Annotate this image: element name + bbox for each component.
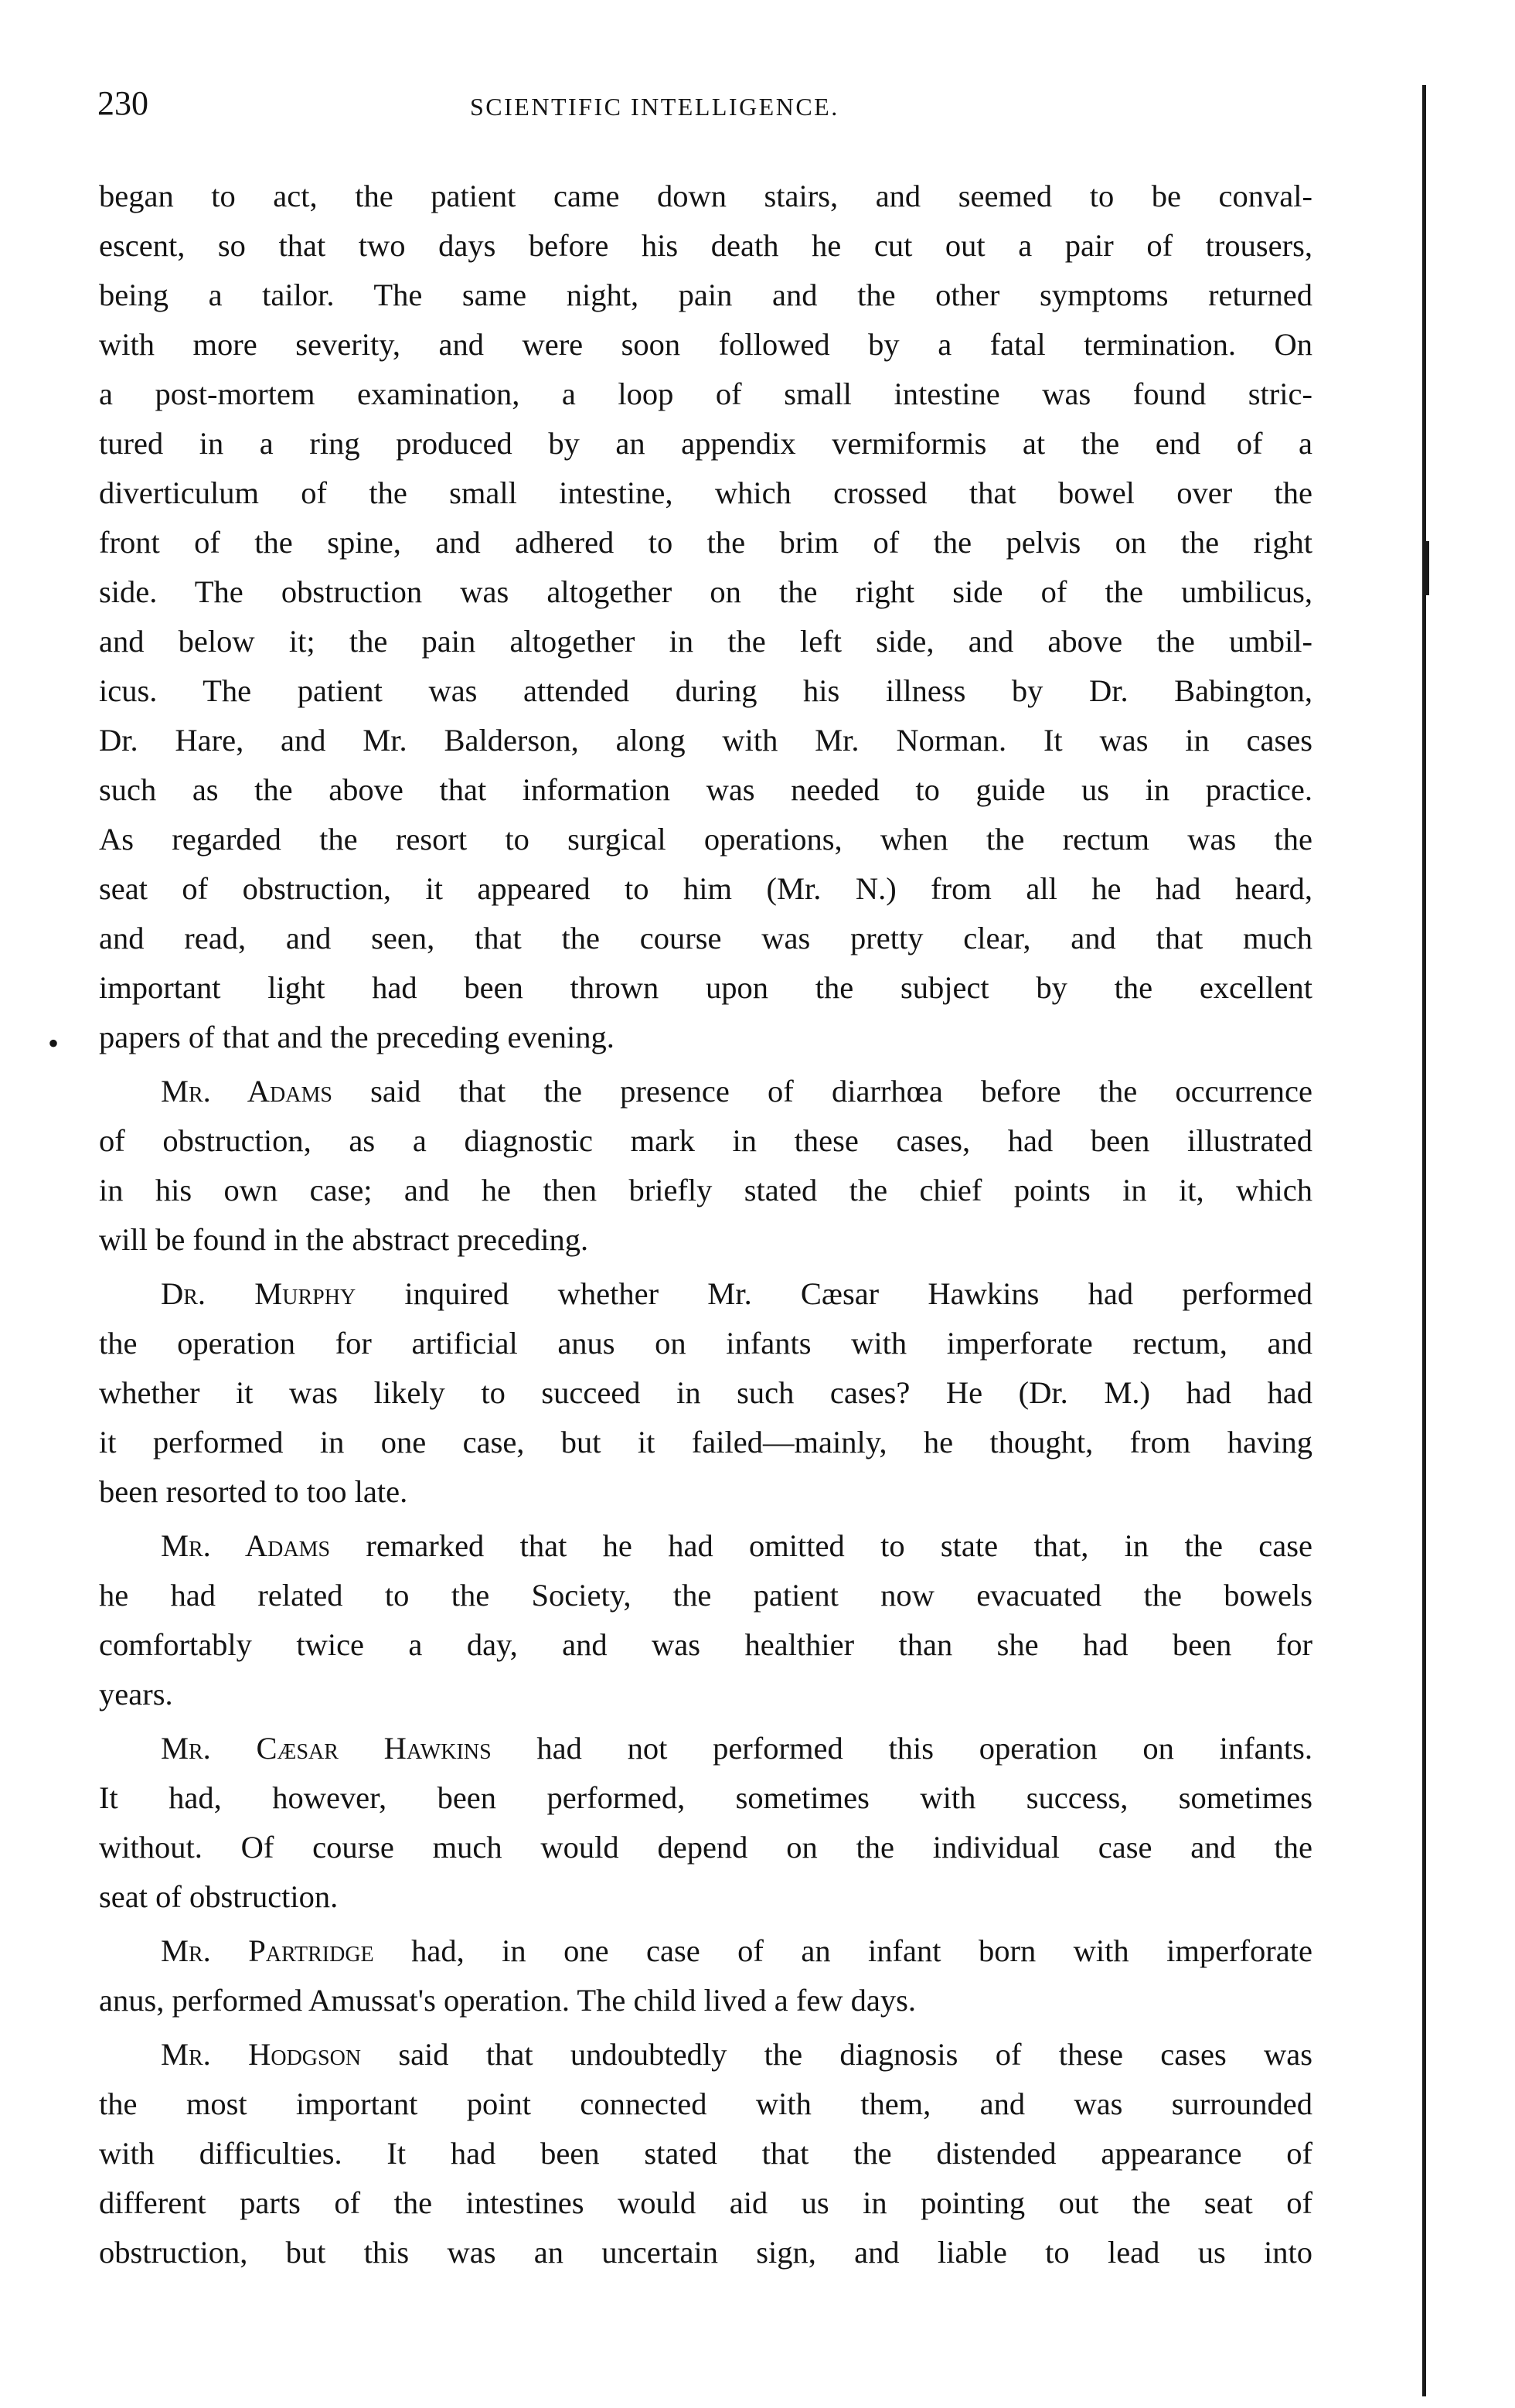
text-line: [99, 2030, 1312, 2079]
text-run: had not performed this operation on infants.: [491, 1731, 1312, 1766]
text-run: had, in one case of an infant born with imperforate: [373, 1933, 1312, 1968]
text-line: the most important point connected with them, and was surrounded: [99, 2086, 1312, 2121]
paragraph-hawkins: [99, 1724, 1312, 1922]
text-line: it performed in one case, but it failed—mainly, he thought, from having: [99, 1425, 1312, 1459]
text-line: the operation for artificial anus on infants with imperforate rectum, and: [99, 1326, 1312, 1361]
text-line: been resorted to too late.: [99, 1474, 408, 1509]
text-line: seat of obstruction, it appeared to him (Mr. N.) from all he had heard,: [99, 871, 1312, 906]
text-line: papers of that and the preceding evening.: [99, 1020, 615, 1054]
speaker-name: Mr. Cæsar Hawkins: [161, 1731, 492, 1766]
text-line: seat of obstruction.: [99, 1879, 339, 1914]
page-number: 230: [97, 84, 148, 122]
speaker-name: Mr. Adams: [161, 1074, 332, 1109]
page-edge-notch: [1422, 541, 1429, 595]
text-line: anus, performed Amussat's operation. The child lived a few days.: [99, 1983, 917, 2018]
paragraph-hodgson: [99, 2030, 1312, 2277]
text-line: [99, 1067, 1312, 1116]
text-line: of obstruction, as a diagnostic mark in these cases, had been illustrated: [99, 1123, 1312, 1158]
text-line: It had, however, been performed, sometimes with success, sometimes: [99, 1780, 1312, 1815]
text-line: diverticulum of the small intestine, which crossed that bowel over the: [99, 475, 1312, 510]
text-run: remarked that he had omitted to state that, in the case: [330, 1528, 1312, 1563]
text-line: [99, 1269, 1312, 1319]
text-run: said that undoubtedly the diagnosis of these cases was: [361, 2037, 1312, 2072]
paragraph-adams-remark: [99, 1521, 1312, 1719]
text-line: [99, 1724, 1312, 1773]
text-line: different parts of the intestines would aid us in pointing out the seat of: [99, 2185, 1312, 2220]
speaker-name: Mr. Hodgson: [161, 2037, 362, 2072]
text-line: and read, and seen, that the course was pretty clear, and that much: [99, 921, 1312, 955]
text-run: said that the presence of diarrhœa before the occurrence: [332, 1074, 1312, 1109]
speaker-name: Mr. Partridge: [161, 1933, 374, 1968]
text-line: without. Of course much would depend on the individual case and the: [99, 1830, 1312, 1865]
text-line: side. The obstruction was altogether on the right side of the umbilicus,: [99, 574, 1312, 609]
running-head: SCIENTIFIC INTELLIGENCE.: [470, 93, 839, 121]
text-line: Dr. Hare, and Mr. Balderson, along with Mr. Norman. It was in cases: [99, 723, 1312, 758]
text-line: [99, 1926, 1312, 1976]
text-line: such as the above that information was needed to guide us in practice.: [99, 772, 1312, 807]
text-line: with difficulties. It had been stated that the distended appearance of: [99, 2136, 1312, 2171]
paragraph-murphy: [99, 1269, 1312, 1517]
text-line: important light had been thrown upon the subject by the excellent: [99, 970, 1312, 1005]
text-line: escent, so that two days before his death he cut out a pair of trousers,: [99, 228, 1312, 263]
text-line: tured in a ring produced by an appendix vermiformis at the end of a: [99, 426, 1312, 461]
text-line: whether it was likely to succeed in such cases? He (Dr. M.) had had: [99, 1375, 1312, 1410]
text-line: a post-mortem examination, a loop of small intestine was found stric-: [99, 376, 1312, 411]
text-line: [99, 1521, 1312, 1571]
paragraph-partridge: [99, 1926, 1312, 2025]
text-line: As regarded the resort to surgical operations, when the rectum was the: [99, 822, 1312, 857]
text-line: with more severity, and were soon followed by a fatal termination. On: [99, 327, 1312, 362]
text-line: comfortably twice a day, and was healthier than she had been for: [99, 1627, 1312, 1662]
text-line: and below it; the pain altogether in the left side, and above the umbil-: [99, 624, 1312, 659]
page-edge-rule: [1422, 85, 1426, 2396]
speaker-name: Mr. Adams: [161, 1528, 331, 1563]
text-line: front of the spine, and adhered to the brim of the pelvis on the right: [99, 525, 1312, 560]
body-text: [99, 172, 1312, 2282]
margin-mark: •: [48, 1026, 60, 1061]
text-line: icus. The patient was attended during his illness by Dr. Babington,: [99, 673, 1312, 708]
text-line: began to act, the patient came down stairs, and seemed to be conval-: [99, 179, 1312, 213]
text-line: being a tailor. The same night, pain and the other symptoms returned: [99, 278, 1312, 312]
text-line: in his own case; and he then briefly stated the chief points in it, which: [99, 1173, 1312, 1207]
text-line: obstruction, but this was an uncertain sign, and liable to lead us into: [99, 2235, 1312, 2270]
text-run: inquired whether Mr. Cæsar Hawkins had performed: [356, 1276, 1312, 1311]
text-line: years.: [99, 1677, 173, 1711]
paragraph-continuation: [99, 172, 1312, 1062]
text-line: he had related to the Society, the patient now evacuated the bowels: [99, 1578, 1312, 1613]
speaker-name: Dr. Murphy: [161, 1276, 356, 1311]
paragraph-adams: [99, 1067, 1312, 1265]
text-line: will be found in the abstract preceding.: [99, 1222, 589, 1257]
